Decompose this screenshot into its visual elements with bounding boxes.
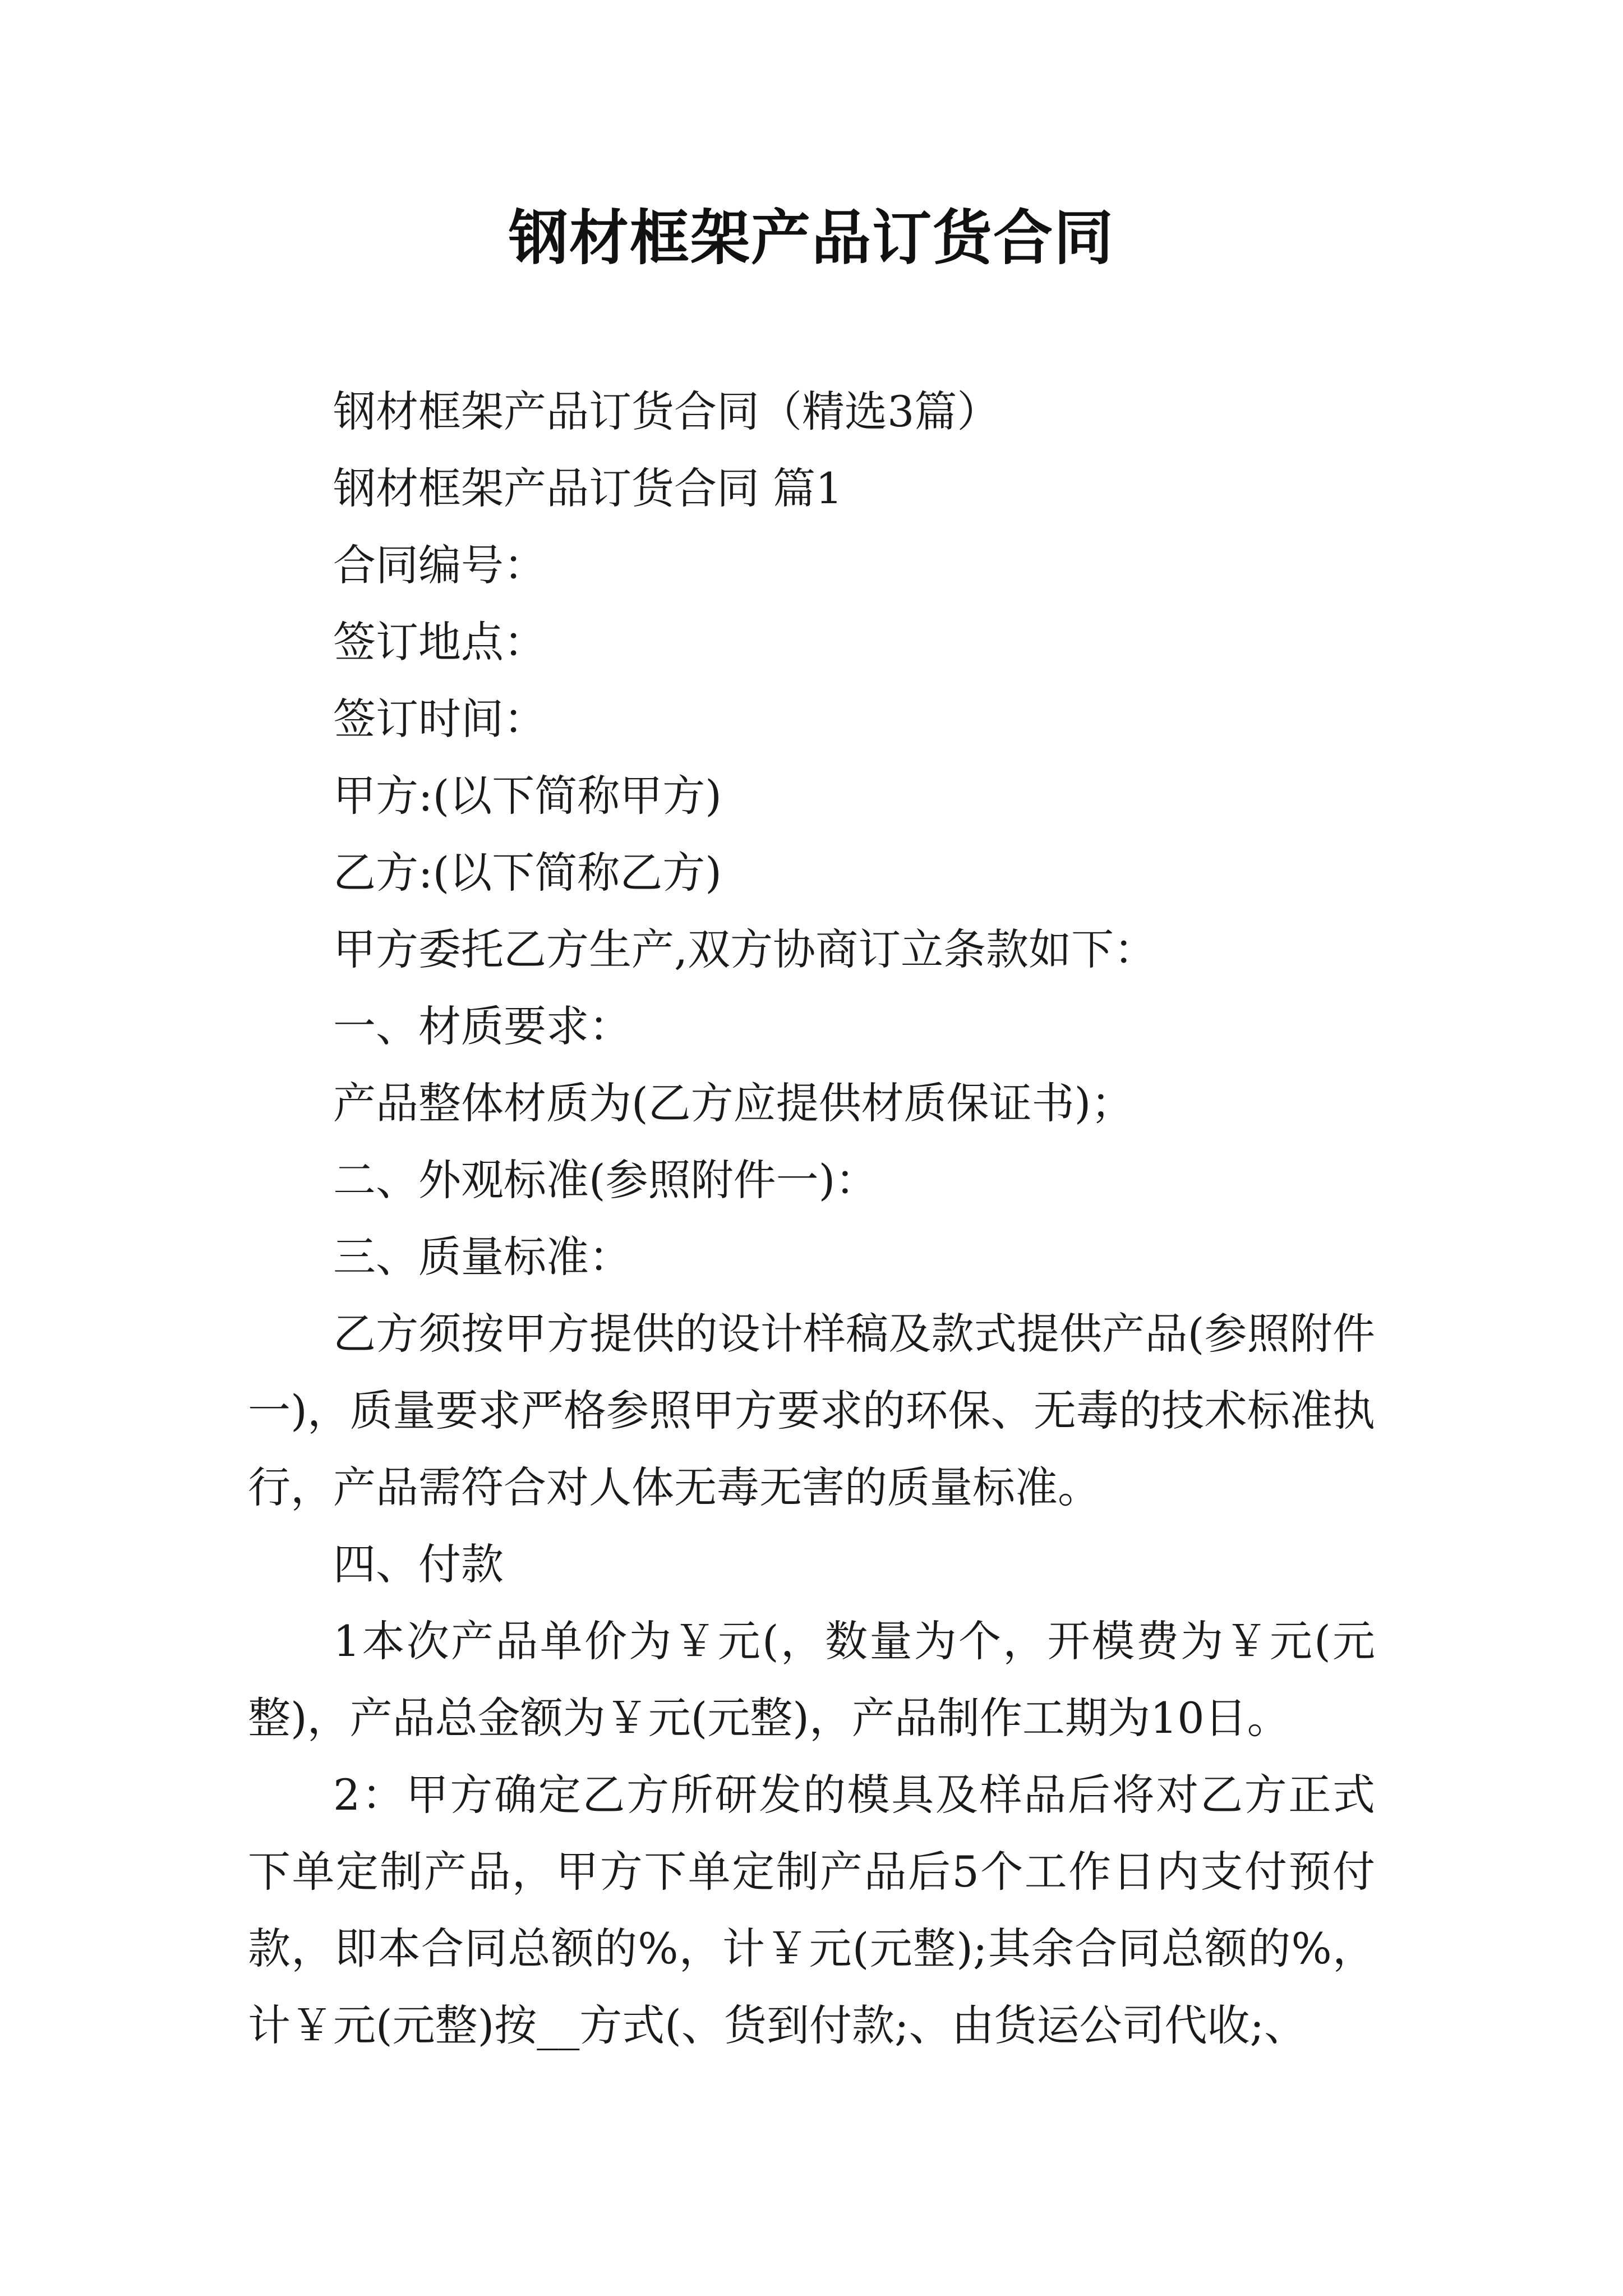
paragraph-section-heading: 钢材框架产品订货合同 篇1 <box>333 463 843 513</box>
paragraph-party-a: 甲方:(以下简称甲方) <box>333 771 722 821</box>
paragraph-material-text: 产品整体材质为(乙方应提供材质保证书)； <box>333 1078 1134 1128</box>
paragraph-quality-heading: 三、质量标准： <box>333 1232 631 1282</box>
paragraph-payment-heading: 四、付款 <box>333 1539 504 1589</box>
paragraph-signing-place: 签订地点： <box>333 617 546 667</box>
document-title: 钢材框架产品订货合同 <box>509 204 1114 273</box>
paragraph-quality-text: 乙方须按甲方提供的设计样稿及款式提供产品(参照附件一)，质量要求严格参照甲方要求的环保、无毒的技术标准执行，产品需符合对人体无毒无害的质量标准。 <box>248 1309 1375 1512</box>
paragraph-contract-number: 合同编号： <box>333 540 546 590</box>
paragraph-appearance-heading: 二、外观标准(参照附件一)： <box>333 1155 878 1205</box>
paragraph-signing-time: 签订时间： <box>333 694 546 744</box>
paragraph-party-b: 乙方:(以下简称乙方) <box>333 848 722 898</box>
paragraph-material-heading: 一、材质要求： <box>333 1001 631 1051</box>
paragraph-payment-item-1: 1本次产品单价为￥元(，数量为个，开模费为￥元(元整)，产品总金额为￥元(元整)，产品制作工期为10日。 <box>248 1616 1375 1743</box>
document-body <box>248 373 1375 2064</box>
paragraph-subtitle: 钢材框架产品订货合同（精选3篇） <box>333 386 1000 436</box>
paragraph-intro: 甲方委托乙方生产,双方协商订立条款如下： <box>333 924 1157 974</box>
paragraph-payment-item-2: 2：甲方确定乙方所研发的模具及样品后将对乙方正式下单定制产品，甲方下单定制产品后5个工作日内支付预付款，即本合同总额的%，计￥元(元整);其余合同总额的%，计￥元(元整)按__方式(、货到付款;、由货运公司代收;、 <box>248 1770 1375 2050</box>
